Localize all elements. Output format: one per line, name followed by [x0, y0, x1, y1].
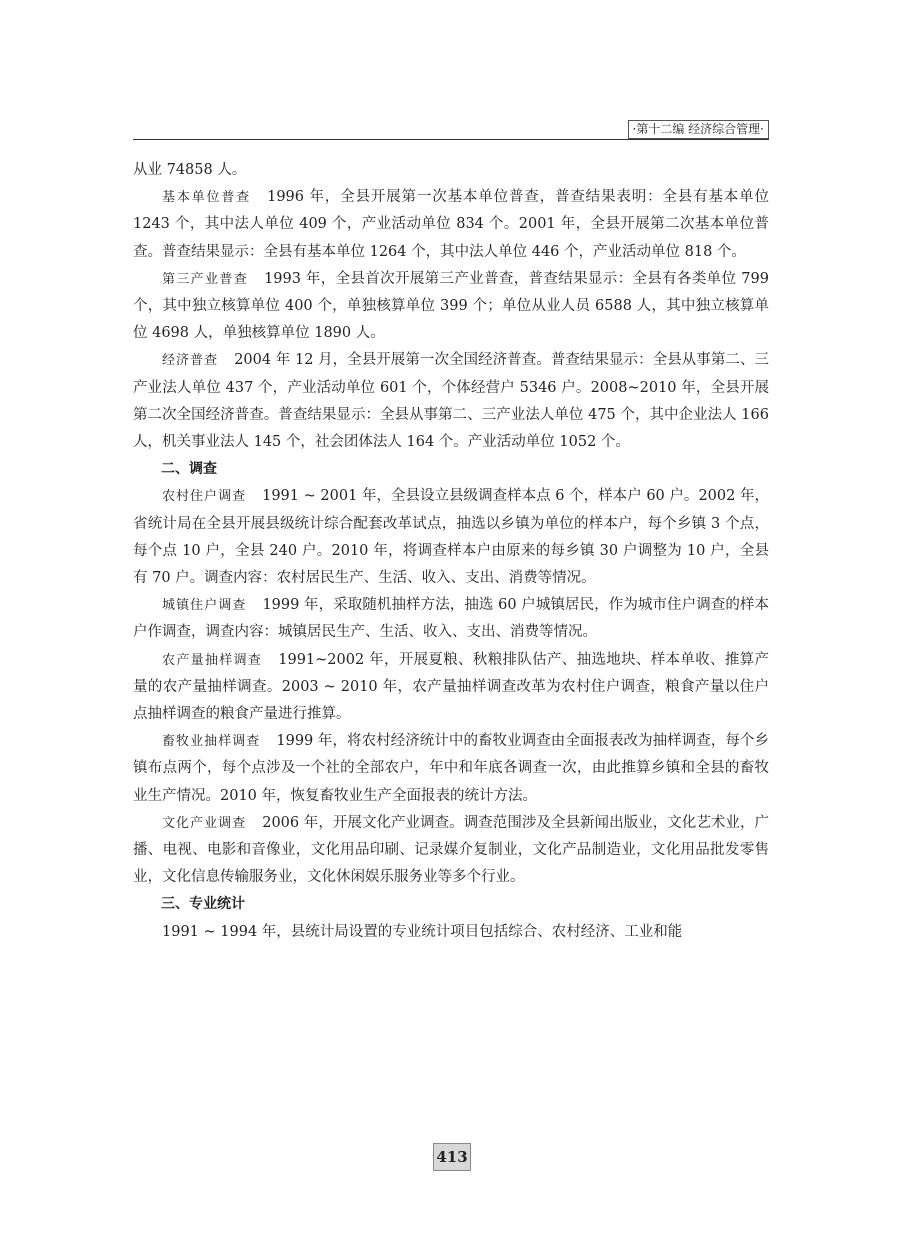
section-heading-survey: 二、调查 — [161, 461, 217, 478]
term-urban-household-survey: 城镇住户调查 — [162, 598, 247, 614]
paragraph-text: 1999 年，将农村经济统计中的畜牧业调查由全面报表改为抽样调查，每个乡镇布点两个，每个点涉及一个社的全部农户，年中和年底各调查一次，由此推算乡镇和全县的畜牧业生产情况。2010 年，恢复畜牧业生产全面报表的统计方法。 — [133, 733, 769, 804]
paragraph-text: 1996 年，全县开展第一次基本单位普查，普查结果表明：全县有基本单位 1243 个，其中法人单位 409 个，产业活动单位 834 个。2001 年，全县开展第二次基本单位普查。普查结果显示：全县有基本单位 1264 个，其中法人单位 446 个，产业活动单位 818 个。 — [133, 189, 769, 260]
page-number: 413 — [433, 1143, 471, 1171]
term-basic-unit-census: 基本单位普查 — [162, 190, 252, 206]
term-tertiary-census: 第三产业普查 — [162, 271, 249, 287]
term-rural-household-survey: 农村住户调查 — [162, 489, 247, 505]
header-rule — [133, 139, 769, 140]
term-crop-yield-survey: 农产量抽样调查 — [162, 652, 263, 668]
paragraph-livestock-survey — [133, 728, 769, 810]
chapter-header: ·第十二编 经济综合管理· — [628, 120, 769, 139]
paragraph-urban-household-survey — [133, 592, 769, 646]
term-cultural-industry-survey: 文化产业调查 — [162, 815, 247, 831]
paragraph-continuation: 从业 74858 人。 — [133, 162, 247, 178]
term-livestock-survey: 畜牧业抽样调查 — [162, 734, 261, 750]
paragraph-economic-census — [133, 347, 769, 456]
paragraph-specialized-statistics: 1991 ~ 1994 年，县统计局设置的专业统计项目包括综合、农村经济、工业和能 — [162, 923, 683, 940]
paragraph-text: 1993 年，全县首次开展第三产业普查，普查结果显示：全县有各类单位 799 个，其中独立核算单位 400 个，单独核算单位 399 个；单位从业人员 6588 人，其中独立核算单位 4698 人，单独核算单位 1890 人。 — [133, 270, 769, 342]
paragraph-crop-yield-survey — [133, 647, 769, 729]
paragraph-basic-unit-census — [133, 184, 769, 266]
paragraph-tertiary-census — [133, 266, 769, 348]
paragraph-text: 1999 年，采取随机抽样方法，抽选 60 户城镇居民，作为城市住户调查的样本户作调查，调查内容：城镇居民生产、生活、收入、支出、消费等情况。 — [133, 597, 769, 641]
paragraph-text: 2004 年 12 月，全县开展第一次全国经济普查。普查结果显示：全县从事第二、三产业法人单位 437 个，产业活动单位 601 个，个体经营户 5346 户。2008~2010 年，全县开展第二次全国经济普查。普查结果显示：全县从事第二、三产业法人单位 475 个，其中企业法人 166 人，机关事业法人 145 个，社会团体法人 164 个。产业活动单位 1052 个。 — [133, 352, 769, 451]
paragraph-text: 1991 ~ 2001 年，全县设立县级调查样本点 6 个，样本户 60 户。2002 年，省统计局在全县开展县级统计综合配套改革试点，抽选以乡镇为单位的样本户，每个乡镇 3 个点，每个点 10 户，全县 240 户。2010 年，将调查样本户由原来的每乡镇 30 户调整为 10 户，全县有 70 户。调查内容：农村居民生产、生活、收入、支出、消费等情况。 — [133, 488, 769, 587]
paragraph-text: 1991~2002 年，开展夏粮、秋粮排队估产、抽选地块、样本单收、推算产量的农产量抽样调查。2003 ~ 2010 年，农产量抽样调查改革为农村住户调查，粮食产量以住户点抽样调查的粮食产量进行推算。 — [133, 651, 769, 723]
paragraph-rural-household-survey — [133, 483, 769, 592]
section-heading-specialized-statistics: 三、专业统计 — [161, 896, 245, 913]
term-economic-census: 经济普查 — [162, 353, 219, 369]
paragraph-text: 2006 年，开展文化产业调查。调查范围涉及全县新闻出版业，文化艺术业，广播、电视、电影和音像业，文化用品印刷、记录媒介复制业，文化产品制造业，文化用品批发零售业，文化信息传输服务业，文化休闲娱乐服务业等多个行业。 — [133, 814, 769, 886]
page-body — [133, 157, 769, 946]
paragraph-cultural-industry-survey — [133, 810, 769, 892]
